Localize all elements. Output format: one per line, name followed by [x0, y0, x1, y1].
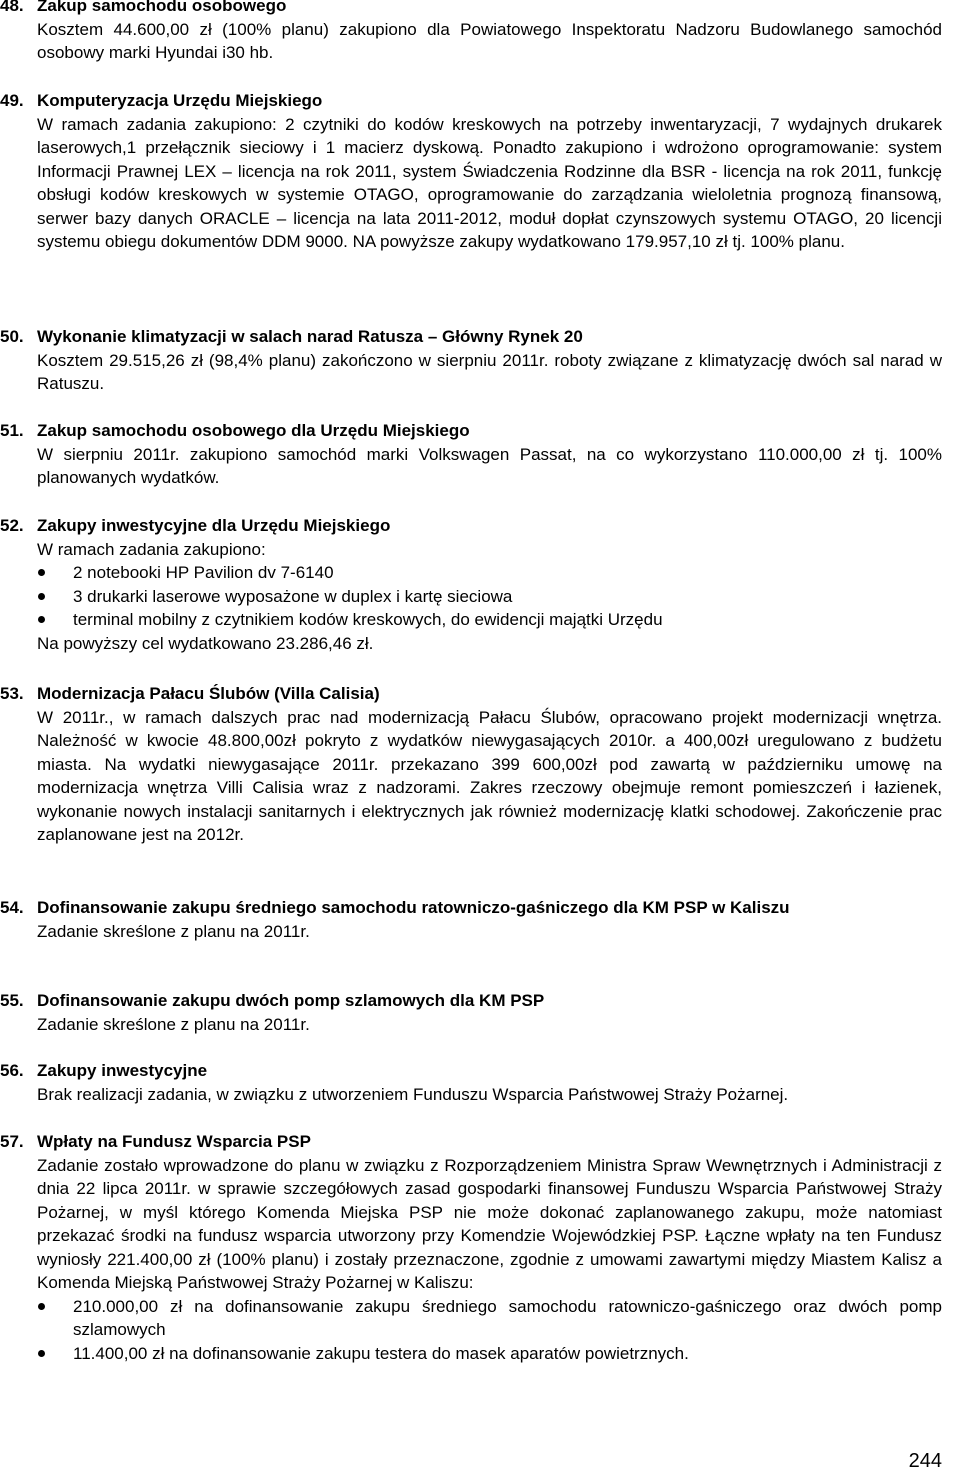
bullet-icon [38, 593, 45, 600]
list-item: terminal mobilny z czytnikiem kodów kreskowych, do ewidencji majątki Urzędu [37, 608, 942, 632]
section-number: 53. [0, 684, 24, 703]
section-heading [0, 1059, 942, 1083]
section-number: 49. [0, 91, 24, 110]
section-number: 55. [0, 991, 24, 1010]
section-title: Dofinansowanie zakupu dwóch pomp szlamowych dla KM PSP [37, 991, 545, 1010]
section-57 [0, 1130, 942, 1365]
bullet-icon [38, 569, 45, 576]
section-number: 48. [0, 0, 24, 15]
section-48 [0, 0, 942, 65]
section-outro: Na powyższy cel wydatkowano 23.286,46 zł. [37, 633, 374, 653]
section-title: Modernizacja Pałacu Ślubów (Villa Calisia) [37, 684, 380, 703]
section-paragraph: Kosztem 29.515,26 zł (98,4% planu) zakończono w sierpniu 2011r. roboty związane z klimatyzację dwóch sal narad w Ratuszu. [37, 350, 942, 393]
section-heading [0, 514, 942, 538]
section-heading [0, 325, 942, 349]
list-item: 11.400,00 zł na dofinansowanie zakupu testera do masek aparatów powietrznych. [37, 1342, 942, 1366]
section-number: 50. [0, 327, 24, 346]
section-title: Dofinansowanie zakupu średniego samochodu ratowniczo-gaśniczego dla KM PSP w Kaliszu [37, 898, 790, 917]
bullet-icon [38, 616, 45, 623]
section-heading [0, 419, 942, 443]
section-54 [0, 896, 942, 943]
section-51 [0, 419, 942, 490]
list-item: 3 drukarki laserowe wyposażone w duplex i kartę sieciowa [37, 585, 942, 609]
section-52 [0, 514, 942, 655]
section-heading [0, 682, 942, 706]
section-title: Wpłaty na Fundusz Wsparcia PSP [37, 1132, 311, 1151]
section-number: 56. [0, 1061, 24, 1080]
section-title: Wykonanie klimatyzacji w salach narad Ratusza – Główny Rynek 20 [37, 327, 583, 346]
section-number: 54. [0, 898, 24, 917]
bullet-icon [38, 1303, 45, 1310]
section-paragraph: W 2011r., w ramach dalszych prac nad modernizacją Pałacu Ślubów, opracowano projekt modernizacji wnętrza. Należność w kwocie 48.800,00zł pokryto z wydatków niewygasających 2010r. a 400,00zł uregulowano z budżetu miasta. Na wydatki niewygasające 2011r. przekazano 399 600,00zł pod zawartą w październiku umowę na modernizacja wnętrza Villi Calisia wraz z nadzorami. Zakres rzeczowy obejmuje remont pomieszczeń i łazienek, wykonanie nowych instalacji sanitarnych i elektrycznych jak również modernizację klatki schodowej. Zakończenie prac zaplanowane jest na 2012r. [37, 707, 942, 844]
section-heading [0, 0, 942, 18]
section-49 [0, 89, 942, 254]
section-title: Komputeryzacja Urzędu Miejskiego [37, 91, 323, 110]
section-heading [0, 989, 942, 1013]
section-paragraph: Zadanie skreślone z planu na 2011r. [37, 1014, 310, 1034]
section-paragraph: Brak realizacji zadania, w związku z utworzeniem Funduszu Wsparcia Państwowej Straży Pożarnej. [37, 1084, 789, 1104]
section-paragraph: W sierpniu 2011r. zakupiono samochód marki Volkswagen Passat, na co wykorzystano 110.000,00 zł tj. 100% planowanych wydatków. [37, 444, 942, 487]
section-intro: Zadanie zostało wprowadzone do planu w związku z Rozporządzeniem Ministra Spraw Wewnętrznych i Administracji z dnia 22 lipca 2011r. w sprawie szczegółowych zasad gospodarki finansowej Funduszu Wsparcia Państwowej Straży Pożarnej, w myśl którego Komenda Miejska PSP nie może dokonać zaplanowanego zakupu, może natomiast przekazać środki na fundusz wsparcia utworzony przy Komendzie Wojewódzkiej PSP. Łączne wpłaty na ten Fundusz wyniosły 221.400,00 zł (100% planu) i zostały przeznaczone, zgodnie z umowami zawartymi między Miastem Kalisz a Komenda Miejską Państwowej Straży Pożarnej w Kaliszu: [37, 1155, 942, 1292]
section-title: Zakupy inwestycyjne [37, 1061, 208, 1080]
section-title: Zakup samochodu osobowego dla Urzędu Miejskiego [37, 421, 470, 440]
section-title: Zakupy inwestycyjne dla Urzędu Miejskiego [37, 516, 391, 535]
bullet-list [37, 1295, 942, 1366]
section-paragraph: W ramach zadania zakupiono: 2 czytniki do kodów kreskowych na potrzeby inwentaryzacji, 7 wydajnych drukarek laserowych,1 przełącznik sieciowy i 1 macierz dyskową. Ponadto zakupiono i wdrożono oprogramowanie: system Informacji Prawnej LEX – licencja na rok 2011, system Świadczenia Rodzinne dla BSR - licencja na rok 2011, funkcję obsługi kodów kreskowych w systemie OTAGO, oprogramowanie do zarządzania wieloletnia prognozą finansową, serwer bazy danych ORACLE – licencja na lata 2011-2012, moduł dopłat czynszowych systemu OTAGO, 20 licencji systemu obiegu dokumentów DDM 9000. NA powyższe zakupy wydatkowano 179.957,10 zł tj. 100% planu. [37, 114, 942, 251]
section-55 [0, 989, 942, 1036]
page-number: 244 [908, 1450, 942, 1472]
section-number: 51. [0, 421, 24, 440]
section-number: 52. [0, 516, 24, 535]
section-paragraph: Zadanie skreślone z planu na 2011r. [37, 921, 310, 941]
bullet-list [37, 561, 942, 632]
section-number: 57. [0, 1132, 24, 1151]
section-53 [0, 682, 942, 847]
section-heading [0, 896, 942, 920]
list-item: 210.000,00 zł na dofinansowanie zakupu średniego samochodu ratowniczo-gaśniczego oraz dwóch pomp szlamowych [37, 1295, 942, 1342]
list-item: 2 notebooki HP Pavilion dv 7-6140 [37, 561, 942, 585]
section-56 [0, 1059, 942, 1106]
bullet-icon [38, 1350, 45, 1357]
section-paragraph: Kosztem 44.600,00 zł (100% planu) zakupiono dla Powiatowego Inspektoratu Nadzoru Budowlanego samochód osobowy marki Hyundai i30 hb. [37, 19, 942, 62]
section-50 [0, 325, 942, 396]
section-heading [0, 1130, 942, 1154]
section-title: Zakup samochodu osobowego [37, 0, 287, 15]
section-heading [0, 89, 942, 113]
section-intro: W ramach zadania zakupiono: [37, 539, 266, 559]
